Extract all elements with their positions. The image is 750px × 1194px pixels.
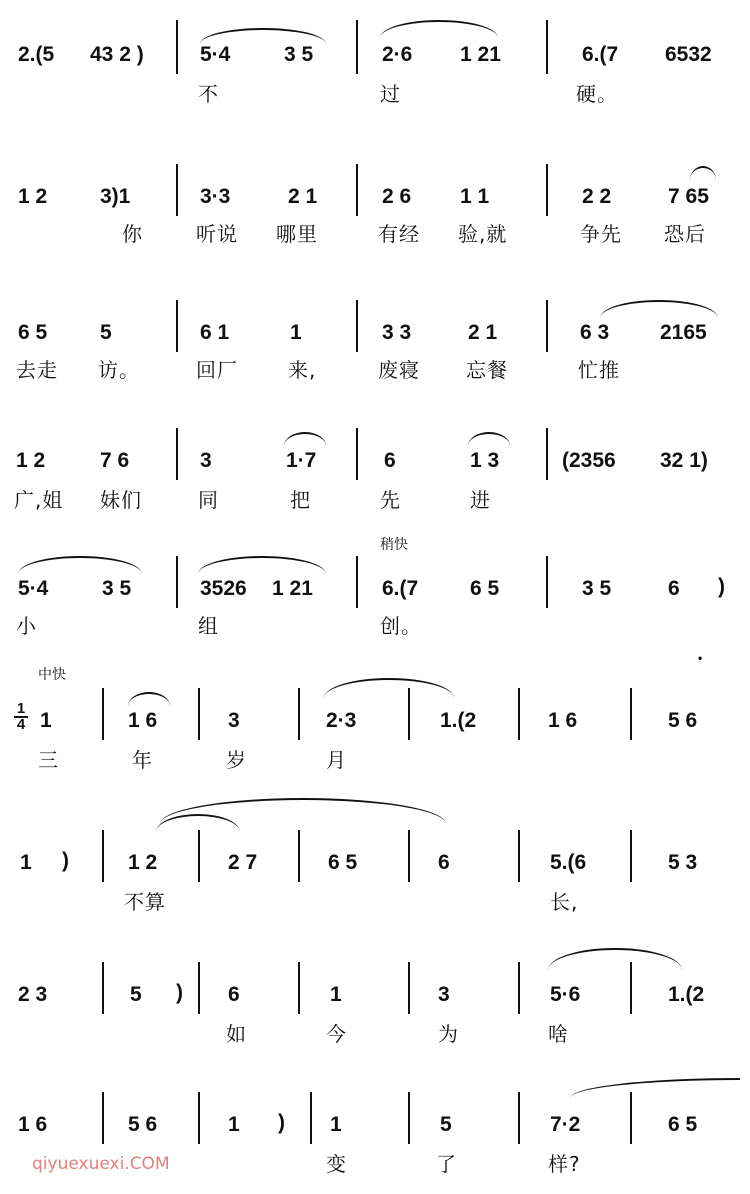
lyric: 年 bbox=[132, 748, 153, 772]
bar-line bbox=[630, 688, 632, 740]
note-group: 5 bbox=[130, 983, 142, 1006]
bar-line bbox=[176, 556, 178, 608]
slur-mark bbox=[468, 432, 510, 446]
note-group: 2 1 bbox=[288, 185, 318, 208]
note-group: 43 2 ) bbox=[90, 43, 144, 66]
note-group: 2165 bbox=[660, 321, 707, 344]
lyric: 废寝 bbox=[378, 358, 420, 382]
bar-line bbox=[356, 300, 358, 352]
slur-mark bbox=[570, 1078, 740, 1098]
lyric: 来, bbox=[288, 358, 317, 382]
note-group: 2 2 bbox=[582, 185, 612, 208]
bar-line bbox=[298, 962, 300, 1014]
note-group: 5·4 bbox=[18, 577, 49, 600]
lyric: 先 bbox=[380, 488, 401, 512]
bar-line bbox=[198, 1092, 200, 1144]
lyric: 恐后 bbox=[664, 222, 706, 246]
note-group: 3 bbox=[438, 983, 450, 1006]
note-group: 1 2 bbox=[16, 449, 46, 472]
note-group: 1 6 bbox=[18, 1113, 48, 1136]
slur-mark bbox=[380, 20, 498, 38]
bar-line bbox=[176, 20, 178, 74]
note-group: 2 3 bbox=[18, 983, 48, 1006]
lyric: 为 bbox=[438, 1022, 459, 1046]
note-group: 6 3 bbox=[580, 321, 610, 344]
bar-line bbox=[518, 830, 520, 882]
note-group: 5 3 bbox=[668, 851, 698, 874]
slur-mark bbox=[200, 28, 326, 44]
bar-line bbox=[176, 428, 178, 480]
slur-mark bbox=[600, 300, 718, 318]
note-group: (2356 bbox=[562, 449, 616, 472]
lyric: 长, bbox=[550, 890, 579, 914]
bar-line bbox=[518, 962, 520, 1014]
slur-mark bbox=[284, 432, 326, 446]
lyric: 有经 bbox=[378, 222, 420, 246]
bar-line bbox=[408, 962, 410, 1014]
lyric: 组 bbox=[198, 614, 219, 638]
lyric: 岁 bbox=[226, 748, 247, 772]
lyric: 小 bbox=[16, 614, 37, 638]
note-group: 5 6 bbox=[128, 1113, 158, 1136]
slur-mark bbox=[160, 798, 446, 824]
bar-line bbox=[102, 962, 104, 1014]
bar-line bbox=[356, 164, 358, 216]
lyric: 听说 bbox=[196, 222, 238, 246]
bar-line bbox=[102, 830, 104, 882]
note-group: 2 6 bbox=[382, 185, 412, 208]
note-group: 2 1 bbox=[468, 321, 498, 344]
lyric: 广,姐 bbox=[14, 488, 64, 512]
bar-line bbox=[310, 1092, 312, 1144]
lyric: 了 bbox=[436, 1152, 457, 1176]
note-group: 5.(6 bbox=[550, 851, 587, 874]
lyric: 回厂 bbox=[196, 358, 238, 382]
note-group: 1.(2 bbox=[440, 709, 477, 732]
lyric: 访。 bbox=[98, 358, 140, 382]
time-signature bbox=[14, 702, 28, 733]
bar-line bbox=[546, 428, 548, 480]
lyric: 忘餐 bbox=[466, 358, 508, 382]
bar-line bbox=[546, 300, 548, 352]
lyric: 月 bbox=[326, 748, 347, 772]
note-group: 1 6 bbox=[128, 709, 158, 732]
lyric: 你 bbox=[122, 222, 143, 246]
bar-line bbox=[408, 1092, 410, 1144]
lyric: 硬。 bbox=[576, 82, 618, 106]
bar-line bbox=[630, 1092, 632, 1144]
lyric: 啥 bbox=[548, 1022, 569, 1046]
lyric: 如 bbox=[226, 1022, 247, 1046]
lyric: 进 bbox=[470, 488, 491, 512]
lyric: 争先 bbox=[580, 222, 622, 246]
note-group: 2·3 bbox=[326, 709, 357, 732]
note-group: 5 bbox=[100, 321, 112, 344]
bar-line bbox=[176, 164, 178, 216]
note-group: 5·6 bbox=[550, 983, 581, 1006]
bar-line bbox=[176, 300, 178, 352]
lyric: 不算 bbox=[124, 890, 166, 914]
lyric: 去走 bbox=[16, 358, 58, 382]
note-group: 1 bbox=[40, 709, 52, 732]
note-group: ) bbox=[62, 849, 69, 872]
note-group: 6 bbox=[438, 851, 450, 874]
note-group: 1 6 bbox=[548, 709, 578, 732]
time-signature-bottom: 4 bbox=[16, 716, 26, 734]
note-group: 3 5 bbox=[582, 577, 612, 600]
note-group: ) bbox=[718, 575, 725, 598]
bar-line bbox=[630, 830, 632, 882]
note-group: 6 1 bbox=[200, 321, 230, 344]
bar-line bbox=[546, 164, 548, 216]
note-group: 6 bbox=[228, 983, 240, 1006]
bar-line bbox=[102, 688, 104, 740]
note-group: 6.(7 bbox=[582, 43, 619, 66]
bar-line bbox=[518, 1092, 520, 1144]
note-group: 3 5 bbox=[284, 43, 314, 66]
lyric: 今 bbox=[326, 1022, 347, 1046]
tempo-mark: 稍快 bbox=[380, 537, 408, 553]
stray-dot: • bbox=[698, 651, 703, 665]
note-group: 6 bbox=[384, 449, 396, 472]
note-group: 1 2 bbox=[128, 851, 158, 874]
watermark: qiyuexuexi.COM bbox=[32, 1154, 170, 1174]
note-group: 3 3 bbox=[382, 321, 412, 344]
slur-mark bbox=[690, 166, 716, 180]
note-group: 7 6 bbox=[100, 449, 130, 472]
note-group: 1 2 bbox=[18, 185, 48, 208]
note-group: 3·3 bbox=[200, 185, 231, 208]
note-group: 32 1) bbox=[660, 449, 708, 472]
tempo-mark: 中快 bbox=[38, 667, 66, 683]
note-group: 3 5 bbox=[102, 577, 132, 600]
lyric: 不 bbox=[198, 82, 219, 106]
note-group: 1·7 bbox=[286, 449, 317, 472]
note-group: 3526 bbox=[200, 577, 247, 600]
lyric: 验,就 bbox=[458, 222, 508, 246]
note-group: 3)1 bbox=[100, 185, 131, 208]
note-group: 6 bbox=[668, 577, 680, 600]
note-group: 1.(2 bbox=[668, 983, 705, 1006]
note-group: 6.(7 bbox=[382, 577, 419, 600]
bar-line bbox=[356, 428, 358, 480]
note-group: ) bbox=[278, 1111, 285, 1134]
bar-line bbox=[298, 830, 300, 882]
note-group: 6 5 bbox=[668, 1113, 698, 1136]
note-group: 7·2 bbox=[550, 1113, 581, 1136]
note-group: 1 bbox=[228, 1113, 240, 1136]
bar-line bbox=[356, 20, 358, 74]
note-group: 1 bbox=[290, 321, 302, 344]
bar-line bbox=[356, 556, 358, 608]
lyric: 变 bbox=[326, 1152, 347, 1176]
note-group: 1 bbox=[20, 851, 32, 874]
slur-mark bbox=[548, 948, 682, 970]
slur-mark bbox=[324, 678, 454, 698]
lyric: 三 bbox=[38, 748, 59, 772]
lyric: 同 bbox=[198, 488, 219, 512]
bar-line bbox=[298, 688, 300, 740]
lyric: 妹们 bbox=[100, 488, 142, 512]
bar-line bbox=[198, 962, 200, 1014]
note-group: 5·4 bbox=[200, 43, 231, 66]
note-group: 6 5 bbox=[18, 321, 48, 344]
lyric: 忙推 bbox=[578, 358, 620, 382]
note-group: 2 7 bbox=[228, 851, 258, 874]
bar-line bbox=[518, 688, 520, 740]
note-group: 1 21 bbox=[460, 43, 501, 66]
time-signature-top: 1 bbox=[14, 702, 28, 718]
bar-line bbox=[546, 20, 548, 74]
note-group: 6 5 bbox=[470, 577, 500, 600]
slur-mark bbox=[128, 692, 170, 706]
bar-line bbox=[408, 830, 410, 882]
note-group: 5 bbox=[440, 1113, 452, 1136]
slur-mark bbox=[198, 556, 326, 574]
lyric: 创。 bbox=[380, 614, 422, 638]
bar-line bbox=[198, 688, 200, 740]
note-group: 1 3 bbox=[470, 449, 500, 472]
note-group: 2.(5 bbox=[18, 43, 55, 66]
note-group: 2·6 bbox=[382, 43, 413, 66]
note-group: 3 bbox=[228, 709, 240, 732]
slur-mark bbox=[18, 556, 142, 574]
bar-line bbox=[102, 1092, 104, 1144]
note-group: 1 bbox=[330, 1113, 342, 1136]
note-group: 1 1 bbox=[460, 185, 490, 208]
note-group: 6532 bbox=[665, 43, 712, 66]
note-group: 7 65 bbox=[668, 185, 709, 208]
note-group: 6 5 bbox=[328, 851, 358, 874]
note-group: 1 21 bbox=[272, 577, 313, 600]
note-group: 1 bbox=[330, 983, 342, 1006]
lyric: 把 bbox=[290, 488, 311, 512]
lyric: 样? bbox=[548, 1152, 581, 1176]
note-group: ) bbox=[176, 981, 183, 1004]
lyric: 过 bbox=[380, 82, 401, 106]
bar-line bbox=[546, 556, 548, 608]
note-group: 3 bbox=[200, 449, 212, 472]
lyric: 哪里 bbox=[276, 222, 318, 246]
note-group: 5 6 bbox=[668, 709, 698, 732]
bar-line bbox=[198, 830, 200, 882]
